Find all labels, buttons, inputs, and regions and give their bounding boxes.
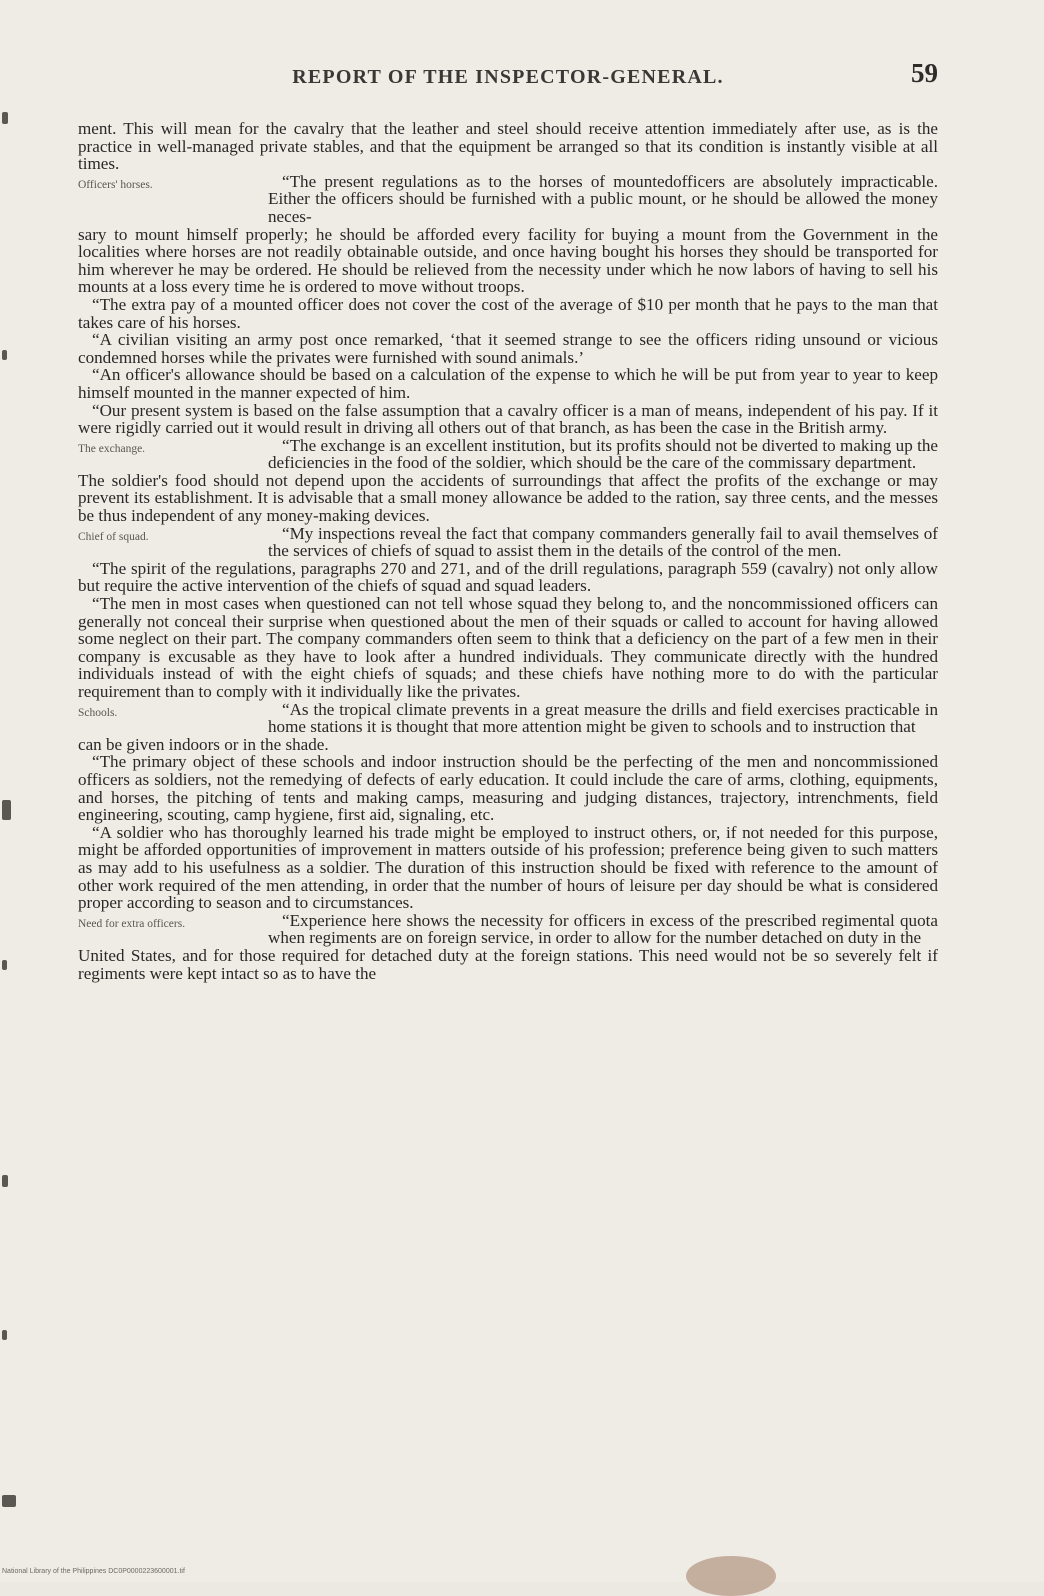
binding-mark — [2, 1330, 7, 1340]
paragraph: United States, and for those required for detached duty at the foreign stations. This need would not be so severely felt if regiments were kept intact so as to have the — [78, 945, 938, 983]
paragraph: sary to mount himself properly; he should be afforded every facility for buying a mount from the Government in the localities where horses are not readily obtainable outside, and once having bought his horses they should be transported for him wherever he may be ordered. He should be relieved from the necessity under which he now labors of having to sell his mounts at a loss every time he is ordered to move without troops. — [78, 224, 938, 297]
paragraph: “A civilian visiting an army post once remarked, ‘that it seemed strange to see the officers riding unsound or vicious condemned horses while the privates were furnished with sound animals.’ — [78, 330, 938, 367]
paragraph: can be given indoors or in the shade. — [78, 734, 329, 754]
binding-mark — [2, 112, 8, 124]
extra-officers-section — [78, 912, 938, 947]
page-number: 59 — [911, 58, 938, 88]
paragraph: “Experience here shows the necessity for officers in excess of the prescribed regimental quota when regiments are on foreign service, in order to allow for the number detached on duty in the — [268, 911, 938, 947]
page-header — [78, 58, 938, 94]
paragraph: “Our present system is based on the false assumption that a cavalry officer is a man of means, independent of his pay. If it were rigidly carried out it would result in driving all others out of that branch, as has been the case in the British army. — [78, 400, 938, 438]
schools-section — [78, 701, 938, 736]
paragraph: “As the tropical climate prevents in a great measure the drills and field exercises practicable in home stations it is thought that more attention might be given to schools and to instruction that — [268, 700, 938, 736]
binding-mark — [2, 960, 7, 970]
paragraph: “The men in most cases when questioned can not tell whose squad they belong to, and the noncommissioned officers can generally not conceal their surprise when questioned about the men of their squads or called to account for having allowed some neglect on their part. The company commanders often seem to think that a deficiency on the part of a few men in their company is excusable as they have to look after a hundred individuals. They communicate directly with the hundred individuals instead of with the eight chiefs of squads; and these chiefs have nothing more to do with the particular requirement than to comply with it individually like the privates. — [78, 594, 938, 701]
scan-credit: National Library of the Philippines DC0P0000223600001.tif — [2, 1568, 185, 1575]
paragraph: “An officer's allowance should be based on a calculation of the expense to which he will be put from year to year to keep himself mounted in the manner expected of him. — [78, 365, 938, 402]
paragraph: “The spirit of the regulations, paragraphs 270 and 271, and of the drill regulations, paragraph 559 (cavalry) not only allow but require the active intervention of the chiefs of squad and squad leaders. — [78, 558, 938, 596]
chief-of-squad-section — [78, 525, 938, 560]
paragraph: “A soldier who has thoroughly learned his trade might be employed to instruct others, or, if not needed for this purpose, might be afforded opportunities of improvement in matters outside of his profession; preference being given to such matters as may add to his usefulness as a soldier. The duration of this instruction should be fixed with reference to the amount of other work required of the men attending, in order that the number of hours of leisure per day should be what is considered proper according to season and to circumstances. — [78, 822, 938, 913]
margin-note: The exchange. — [78, 442, 146, 455]
paragraph: “The primary object of these schools and indoor instruction should be the perfecting of the men and noncommissioned officers as soldiers, not the remedying of defects of early education. It could include the care of arms, clothing, equipments, and horses, the pitching of tents and making camps, measuring and judging distances, trajectory, intrenchments, field engineering, scouting, camp hygiene, first aid, signaling, etc. — [78, 752, 938, 825]
exchange-section — [78, 437, 938, 472]
paragraph: “The exchange is an excellent institution, but its profits should not be diverted to making up the deficiencies in the food of the soldier, which should be the care of the commissary department. — [268, 436, 938, 472]
margin-note: Need for extra officers. — [78, 917, 186, 930]
margin-note: Officers' horses. — [78, 178, 153, 191]
binding-mark — [2, 800, 11, 820]
binding-mark — [2, 1495, 16, 1507]
binding-mark — [2, 1175, 8, 1187]
officers-horses-section — [78, 173, 938, 226]
paragraph: “The extra pay of a mounted officer does not cover the cost of the average of $10 per month that he pays to the man that takes care of his horses. — [78, 294, 938, 332]
paragraph: ment. This will mean for the cavalry that the leather and steel should receive attention immediately after use, as is the practice in well-managed private stables, and that the equipment be arranged so that its condition is instantly visible at all times. — [78, 119, 938, 174]
binding-mark — [2, 350, 7, 360]
running-head: REPORT OF THE INSPECTOR-GENERAL. — [292, 66, 724, 88]
paragraph: “My inspections reveal the fact that company commanders generally fail to avail themselves of the services of chiefs of squad to assist them in the details of the control of the men. — [268, 524, 938, 560]
paragraph: The soldier's food should not depend upon the accidents of surroundings that affect the profits of the exchange or may prevent its establishment. It is advisable that a small money allowance be added to the ration, say three cents, and the messes be thus independent of any money-making devices. — [78, 470, 938, 526]
paragraph: “The present regulations as to the horses of mountedofficers are absolutely impracticable. Either the officers should be furnished with a public mount, or he should be allowed the money neces- — [268, 172, 938, 226]
margin-note: Schools. — [78, 706, 118, 719]
margin-note: Chief of squad. — [78, 530, 149, 543]
library-stamp — [686, 1556, 776, 1596]
body-text — [78, 120, 938, 982]
